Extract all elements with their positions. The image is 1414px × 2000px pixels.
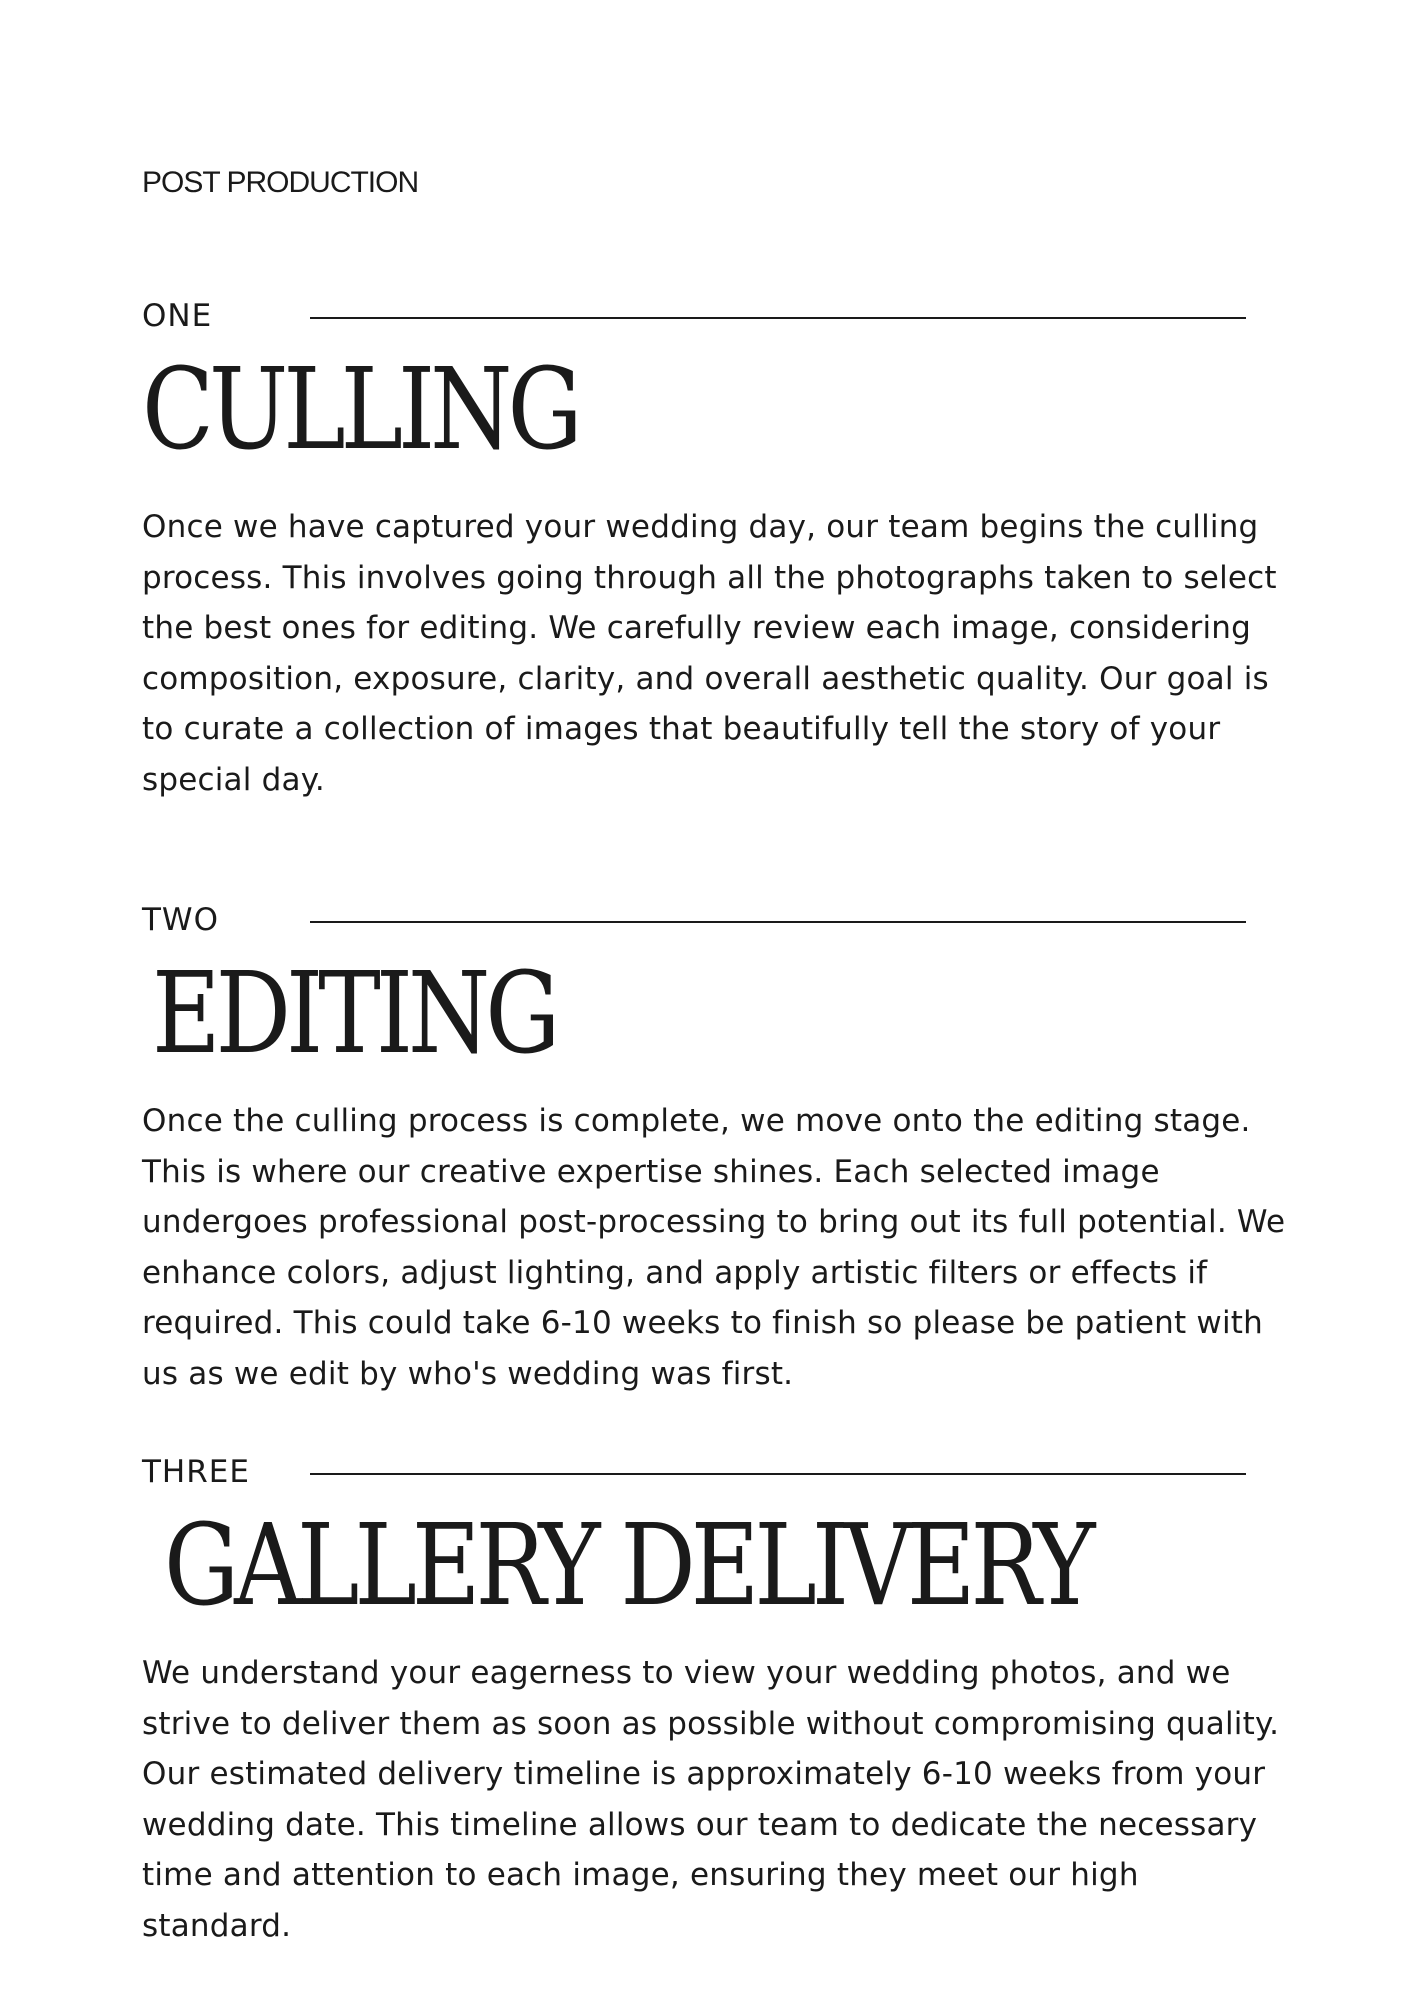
section-number: TWO xyxy=(142,902,219,938)
section-divider xyxy=(310,317,1246,319)
section-title: EDITING xyxy=(152,949,556,1079)
section-number: THREE xyxy=(142,1454,250,1490)
page-heading: POST PRODUCTION xyxy=(142,166,419,199)
section-body: Once the culling process is complete, we move onto the editing stage. This is where our creative expertise shines. Each selected image undergoes professional post-processing to bring out its full potential. We enhance colors, adjust lighting, and apply artistic filters or effects if required. This could take 6-10 weeks to finish so please be patient with us as we edit by who's wedding was first. xyxy=(142,1103,1286,1392)
section-divider xyxy=(310,921,1246,923)
section-body: We understand your eagerness to view your wedding photos, and we strive to deliver them as soon as possible without compromising quality. Our estimated delivery timeline is approximately 6-10 weeks from your wedding date. This timeline allows our team to dedicate the necessary time and attention to each image, ensuring they meet our high standard. xyxy=(142,1655,1280,1944)
section-body: Once we have captured your wedding day, our team begins the culling process. This involves going through all the photographs taken to select the best ones for editing. We carefully review each image, considering composition, exposure, clarity, and overall aesthetic quality. Our goal is to curate a collection of images that beautifully tell the story of your special day. xyxy=(142,509,1277,798)
section-title: GALLERY DELIVERY xyxy=(164,1501,1091,1631)
section-number: ONE xyxy=(142,298,213,334)
section-divider xyxy=(310,1473,1246,1475)
section-title: CULLING xyxy=(142,345,578,475)
